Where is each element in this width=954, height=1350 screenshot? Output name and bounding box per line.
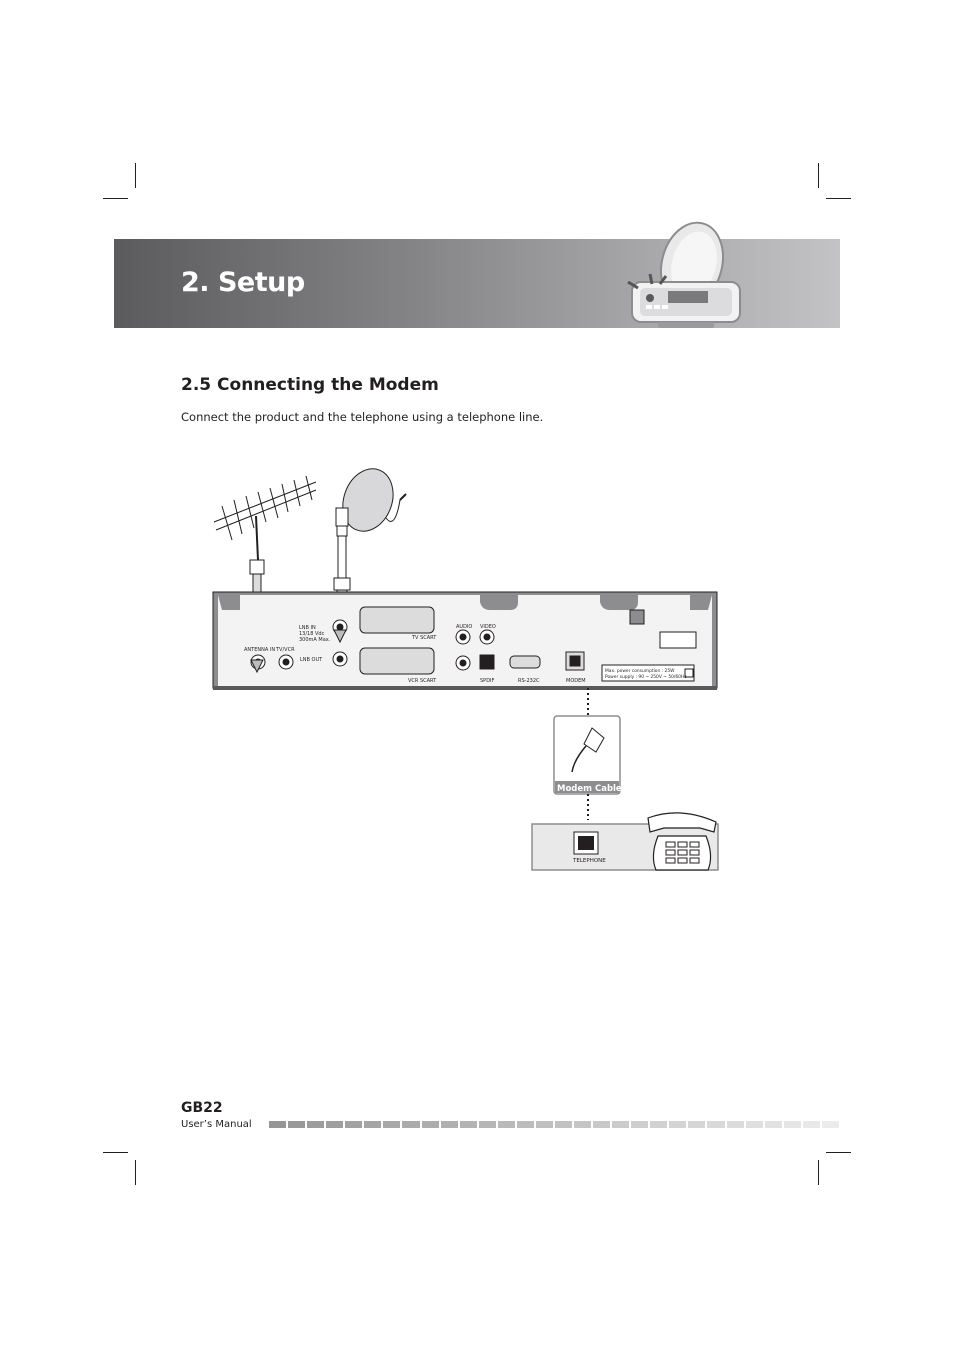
footer-bar-segment: [707, 1121, 724, 1128]
footer-bar-segment: [536, 1121, 553, 1128]
label-lnb-out: LNB OUT: [300, 657, 323, 663]
crop-mark: [826, 198, 851, 199]
crop-mark: [826, 1152, 851, 1153]
footer-bar-segment: [746, 1121, 763, 1128]
footer-bar-segment: [631, 1121, 648, 1128]
label-antenna-in: ANTENNA IN: [244, 647, 276, 653]
footer-bar-segment: [307, 1121, 324, 1128]
label-rs232c: RS-232C: [518, 678, 540, 684]
label-power-line-1: Max. power consumption : 25W: [605, 669, 675, 674]
modem-cable-label: Modem Cable: [557, 784, 622, 794]
label-vcr-scart: VCR SCART: [408, 678, 437, 684]
footer-decorative-bar: [269, 1121, 839, 1128]
crop-mark: [135, 1160, 136, 1185]
footer-bar-segment: [669, 1121, 686, 1128]
footer-bar-segment: [555, 1121, 572, 1128]
label-video: VIDEO: [480, 624, 496, 630]
crop-mark: [135, 163, 136, 188]
label-lnb-spec-2: 300mA Max.: [299, 637, 331, 643]
footer-bar-segment: [422, 1121, 439, 1128]
section-title: 2.5 Connecting the Modem: [181, 375, 439, 395]
footer-bar-segment: [784, 1121, 801, 1128]
connection-diagram: [200, 460, 730, 880]
telephone-port-label: TELEPHONE: [573, 858, 606, 864]
footer-bar-segment: [441, 1121, 458, 1128]
footer-bar-segment: [364, 1121, 381, 1128]
crop-mark: [818, 163, 819, 188]
footer-bar-segment: [727, 1121, 744, 1128]
footer-bar-segment: [650, 1121, 667, 1128]
label-lnb-spec-1: 13/18 Vdc: [299, 631, 325, 637]
modem-cable-box: [554, 716, 620, 794]
label-power-line-2: Power supply : 90 ~ 250V ~ 50/60Hz: [605, 675, 687, 680]
label-audio: AUDIO: [456, 624, 473, 630]
footer-bar-segment: [288, 1121, 305, 1128]
footer-bar-segment: [326, 1121, 343, 1128]
footer-bar-segment: [765, 1121, 782, 1128]
footer-bar-segment: [269, 1121, 286, 1128]
label-tv-scart: TV SCART: [412, 635, 437, 641]
satellite-receiver-icon: [622, 218, 752, 332]
crop-mark: [103, 1152, 128, 1153]
label-modem: MODEM: [566, 678, 586, 684]
footer-bar-segment: [345, 1121, 362, 1128]
crop-mark: [103, 198, 128, 199]
footer-bar-segment: [402, 1121, 419, 1128]
footer-subtitle: User’s Manual: [181, 1119, 252, 1130]
label-lnb-in: LNB IN: [299, 625, 316, 631]
footer-bar-segment: [822, 1121, 839, 1128]
telephone-icon: [648, 813, 716, 870]
label-spdif: SPDIF: [480, 678, 495, 684]
terrestrial-antenna-icon: [214, 476, 316, 560]
section-intro: Connect the product and the telephone using a telephone line.: [181, 410, 544, 424]
footer-bar-segment: [803, 1121, 820, 1128]
chapter-title: 2. Setup: [181, 267, 305, 298]
footer-bar-segment: [460, 1121, 477, 1128]
footer-bar-segment: [612, 1121, 629, 1128]
footer-bar-segment: [688, 1121, 705, 1128]
footer-bar-segment: [517, 1121, 534, 1128]
footer-bar-segment: [593, 1121, 610, 1128]
footer-bar-segment: [383, 1121, 400, 1128]
footer-bar-segment: [479, 1121, 496, 1128]
crop-mark: [818, 1160, 819, 1185]
label-tv-vcr: TV/VCR: [276, 647, 295, 653]
footer-model: GB22: [181, 1100, 223, 1116]
footer-bar-segment: [498, 1121, 515, 1128]
footer-bar-segment: [574, 1121, 591, 1128]
